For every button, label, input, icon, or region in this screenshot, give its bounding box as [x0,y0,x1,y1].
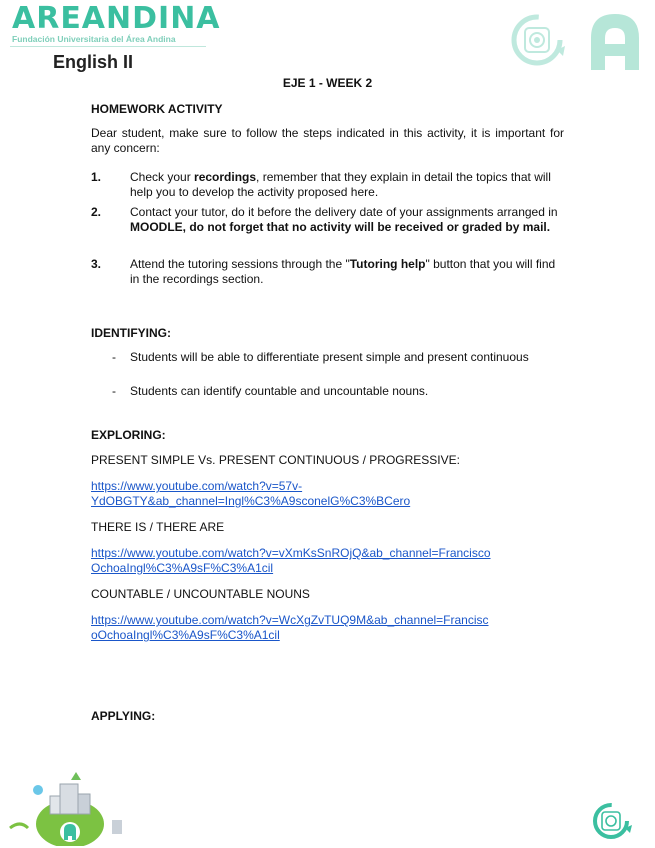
eco-city-illustration-icon [8,768,136,846]
topic-there-is: THERE IS / THERE ARE [91,520,225,534]
areandina-logo: AREANDINA [12,1,221,36]
step-item: Contact your tutor, do it before the delivery date of your assignments arranged in MOODLE, do not forget that no activity will be received or graded by mail. [130,205,558,234]
bullet-dash: - [112,384,116,398]
letter-a-icon [591,14,639,70]
fingerprint-cycle-icon-small [587,800,637,842]
logo-subtitle: Fundación Universitaria del Área Andina [12,34,176,44]
heading-homework: HOMEWORK ACTIVITY [91,102,223,116]
step-number: 2. [91,205,102,219]
bullet-dash: - [112,350,116,364]
logo-divider [10,46,206,47]
video-link-countable-line1[interactable]: https://www.youtube.com/watch?v=WcXgZvTUQ9M&ab_channel=Francisc [91,613,489,627]
step-number: 1. [91,170,102,184]
step-item: Attend the tutoring sessions through the "Tutoring help" button that you will find in the recordings section. [130,257,556,286]
heading-identifying: IDENTIFYING: [91,326,171,340]
list-item: Students will be able to differentiate present simple and present continuous [130,350,529,364]
video-link-there-is-line2[interactable]: OchoaIngl%C3%A9sF%C3%A1cil [91,561,274,575]
step-number: 3. [91,257,102,271]
video-link-countable-line2[interactable]: oOchoaIngl%C3%A9sF%C3%A1cil [91,628,280,642]
topic-present-simple: PRESENT SIMPLE Vs. PRESENT CONTINUOUS / PROGRESSIVE: [91,453,460,467]
course-title: English II [53,52,134,72]
list-item: Students can identify countable and uncountable nouns. [130,384,429,398]
step-item: Check your recordings, remember that they explain in detail the topics that will help you to develop the activity proposed here. [130,170,551,199]
video-link-present-simple-line2[interactable]: YdOBGTY&ab_channel=Ingl%C3%A9sconelG%C3%BCero [91,494,411,508]
heading-exploring: EXPLORING: [91,428,166,442]
topic-countable: COUNTABLE / UNCOUNTABLE NOUNS [91,587,310,601]
document-title: EJE 1 - WEEK 2 [282,76,373,90]
video-link-there-is-line1[interactable]: https://www.youtube.com/watch?v=vXmKsSnROjQ&ab_channel=Francisco [91,546,491,560]
heading-applying: APPLYING: [91,709,156,723]
fingerprint-cycle-icon [514,17,565,63]
intro-paragraph: Dear student, make sure to follow the steps indicated in this activity, it is important for any concern: [91,126,564,155]
video-link-present-simple-line1[interactable]: https://www.youtube.com/watch?v=57v- [91,479,303,493]
brand-icons [505,8,645,72]
